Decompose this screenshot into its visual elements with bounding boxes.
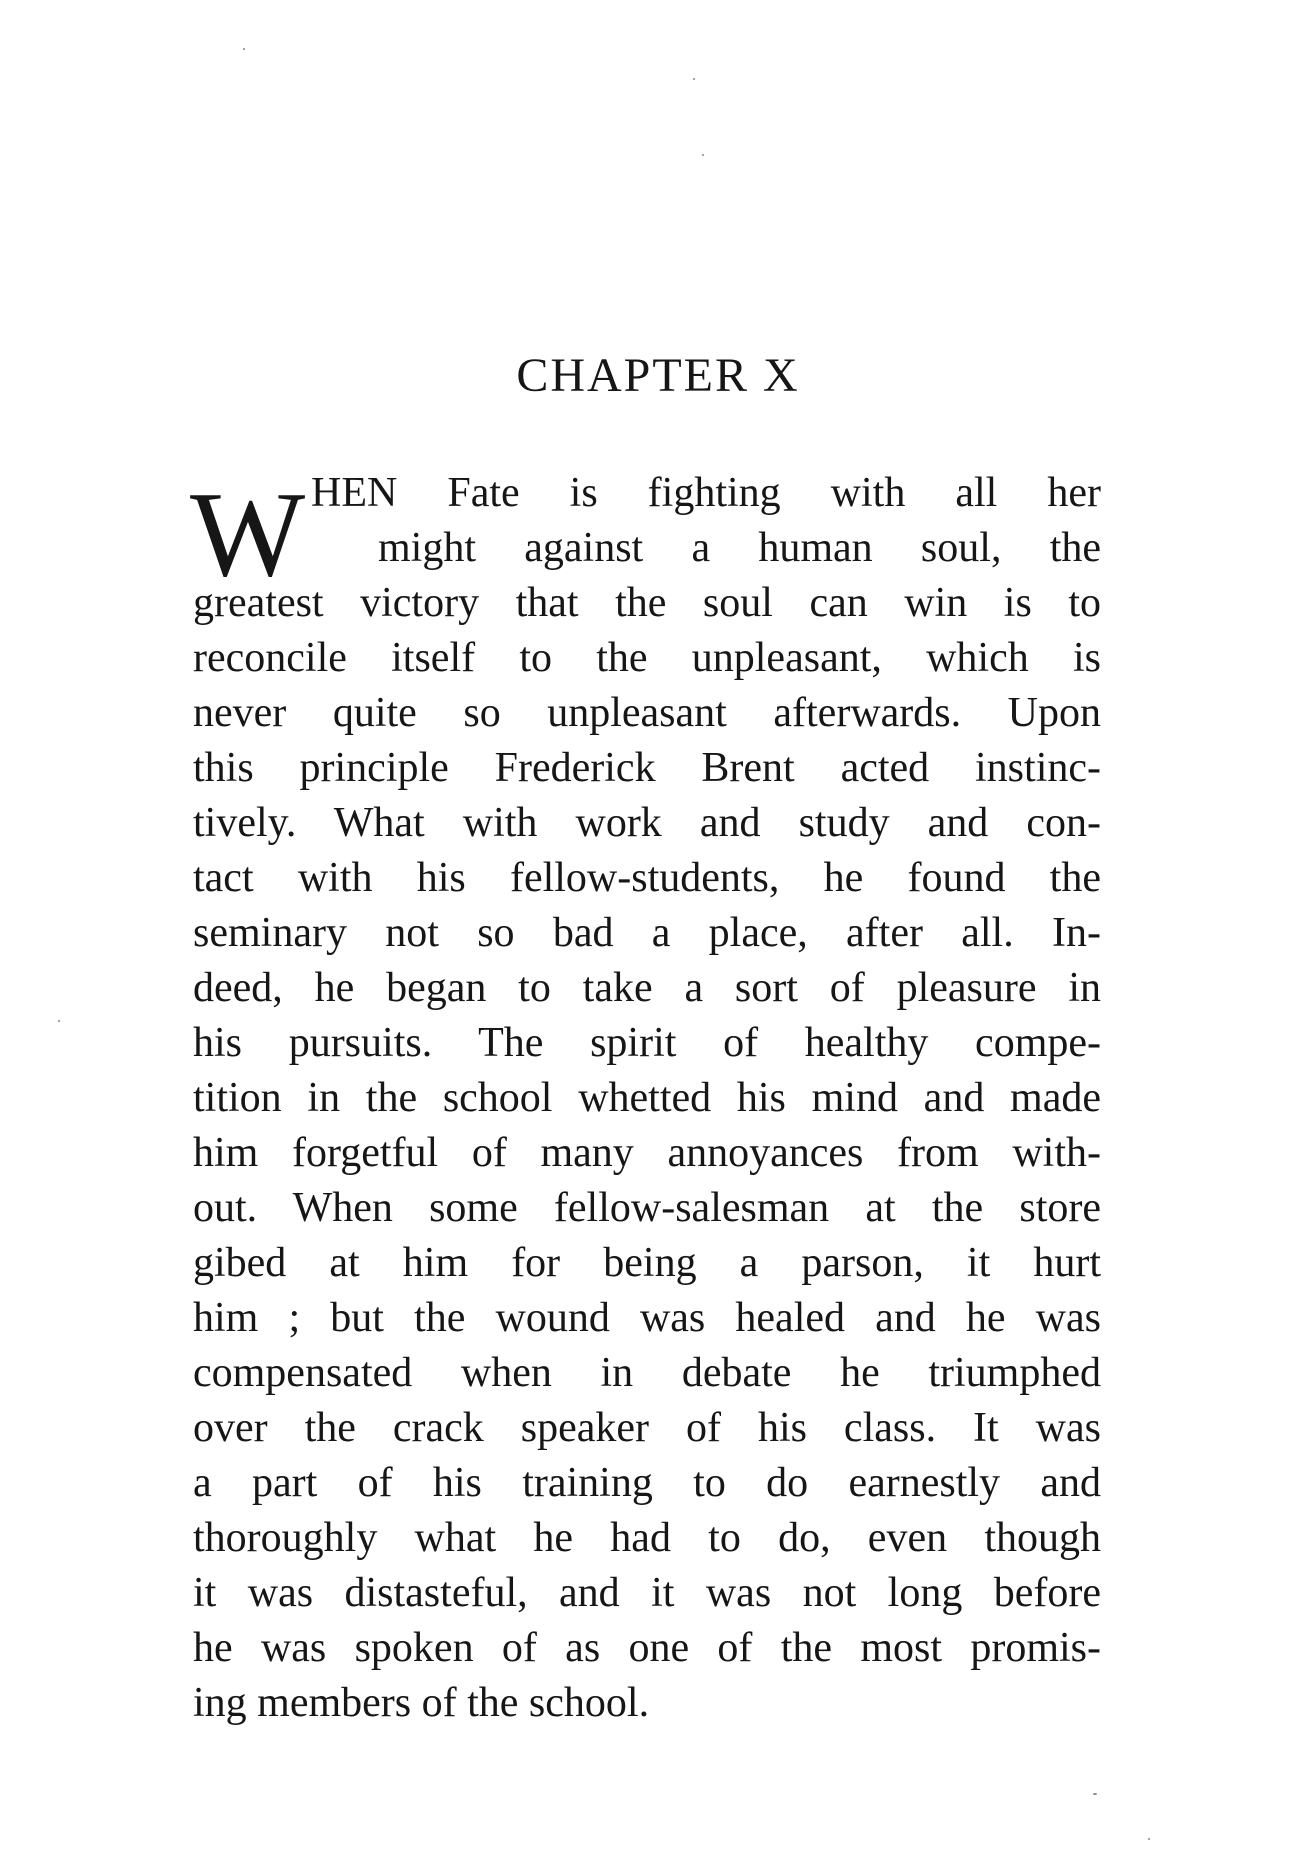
text-line: him ; but the wound was healed and he was <box>193 1295 1101 1341</box>
paper-speck <box>693 78 695 80</box>
paper-speck <box>1148 1838 1150 1840</box>
text-line: tively. What with work and study and con- <box>193 800 1101 846</box>
text-line: compensated when in debate he triumphed <box>193 1350 1101 1396</box>
text-line: his pursuits. The spirit of healthy compe- <box>193 1020 1101 1066</box>
text-line: might against a human soul, the <box>378 525 1101 571</box>
paper-speck <box>702 154 704 156</box>
text-line: it was distasteful, and it was not long before <box>193 1570 1101 1616</box>
paper-speck <box>243 48 245 50</box>
text-line: deed, he began to take a sort of pleasure in <box>193 965 1101 1011</box>
text-line: this principle Frederick Brent acted instinc- <box>193 745 1101 791</box>
text-line: greatest victory that the soul can win is to <box>193 580 1101 626</box>
text-line: out. When some fellow-salesman at the store <box>193 1185 1101 1231</box>
chapter-body <box>190 466 1101 1731</box>
text-line: tact with his fellow-students, he found the <box>193 855 1101 901</box>
text-line: him forgetful of many annoyances from with- <box>193 1130 1101 1176</box>
text-line: he was spoken of as one of the most promis- <box>193 1625 1101 1671</box>
text-line: reconcile itself to the unpleasant, which is <box>193 635 1101 681</box>
text-line: tition in the school whetted his mind and made <box>193 1075 1101 1121</box>
text-line: thoroughly what he had to do, even though <box>193 1515 1101 1561</box>
chapter-heading: CHAPTER X <box>516 349 800 402</box>
text-line: never quite so unpleasant afterwards. Upon <box>193 690 1101 736</box>
drop-cap: W <box>190 467 306 602</box>
text-line: seminary not so bad a place, after all. In- <box>193 910 1101 956</box>
paper-speck <box>1093 1793 1097 1795</box>
text-line: gibed at him for being a parson, it hurt <box>193 1240 1101 1286</box>
text-line: HEN Fate is fighting with all her <box>311 470 1101 516</box>
text-line: a part of his training to do earnestly and <box>193 1460 1101 1506</box>
text-line: ing members of the school. <box>193 1680 650 1726</box>
text-line: over the crack speaker of his class. It was <box>193 1405 1101 1451</box>
paper-speck <box>58 1020 60 1022</box>
